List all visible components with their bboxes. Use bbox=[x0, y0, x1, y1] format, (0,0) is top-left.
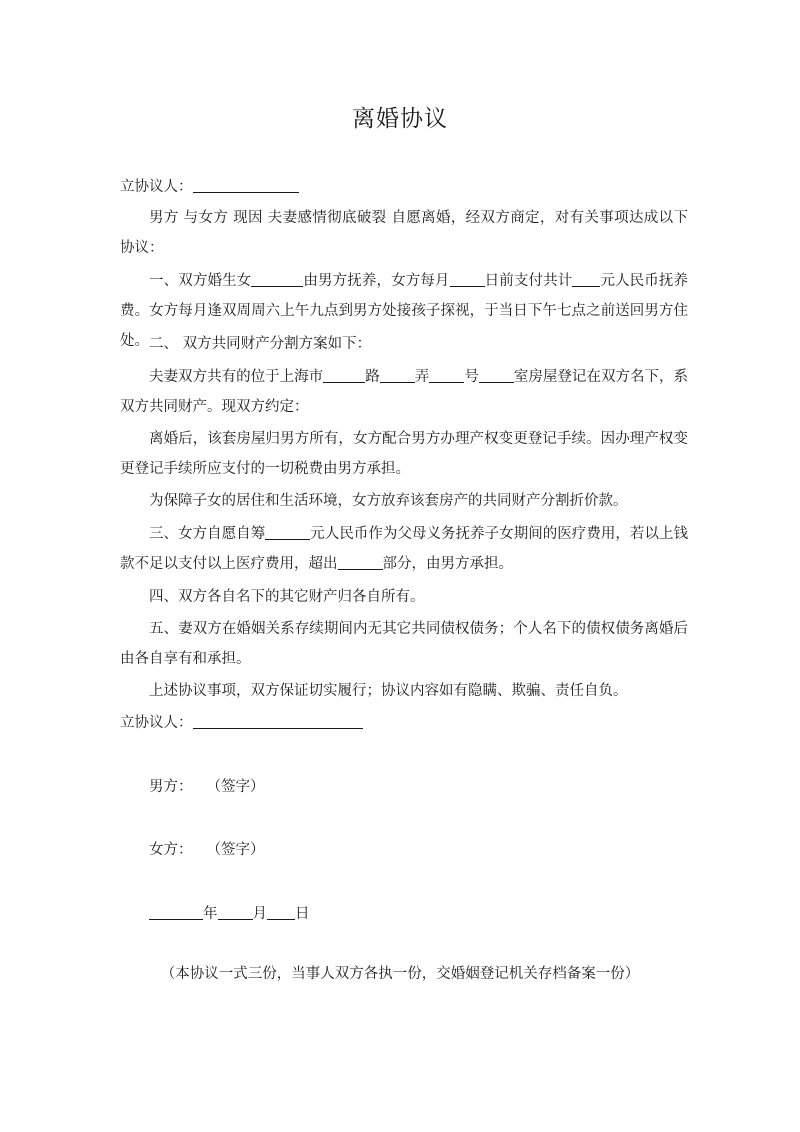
property-text-road: 路 bbox=[365, 369, 380, 385]
intro-paragraph: 男方 与女方 现因 夫妻感情彻底破裂 自愿离婚，经双方商定，对有关事项达成以下协议： bbox=[120, 210, 688, 256]
clause-3-text-c: 部分，由男方承担。 bbox=[382, 556, 513, 572]
clause-1-text-c: 日前支付共计 bbox=[484, 273, 573, 289]
party-blank[interactable] bbox=[193, 178, 299, 194]
clause-1-text-b: 由男方抚养，女方每月 bbox=[303, 273, 450, 289]
document-title: 离婚协议 bbox=[352, 106, 448, 132]
male-signature-line bbox=[149, 775, 265, 796]
daughter-blank[interactable] bbox=[251, 272, 303, 288]
amount-blank[interactable] bbox=[572, 272, 600, 288]
property-text-e: 室房屋登记在双方名下，系双方共同财产。现双方约定： bbox=[120, 369, 689, 415]
property-paragraph-2: 离婚后，该套房屋归男方所有，女方配合男方办理产权变更登记手续。因办理产权变更登记手续所应支付的一切税费由男方承担。 bbox=[120, 431, 688, 477]
medical-fund-blank[interactable] bbox=[265, 525, 310, 541]
female-sign-hint[interactable]: （签字） bbox=[206, 842, 265, 858]
property-text-lane: 弄 bbox=[414, 369, 430, 385]
party-line-2 bbox=[120, 708, 688, 738]
clause-1-text-d: 元人民币抚养费。女方每月逢双周周六上午九点到男方处接孩子探视，于当日下午七点之前送回男方住处。 bbox=[120, 273, 689, 349]
female-label: 女方： bbox=[149, 842, 193, 858]
day-blank[interactable] bbox=[267, 905, 295, 921]
party-blank-2[interactable] bbox=[193, 714, 363, 730]
property-paragraph bbox=[120, 362, 688, 422]
clause-4: 四、双方各自名下的其它财产归各自所有。 bbox=[149, 589, 425, 605]
road-blank[interactable] bbox=[323, 368, 365, 384]
party-label-2: 立协议人： bbox=[120, 715, 193, 731]
year-label: 年 bbox=[203, 906, 218, 922]
month-blank[interactable] bbox=[218, 905, 253, 921]
day-label: 日 bbox=[295, 906, 310, 922]
male-sign-hint[interactable]: （签字） bbox=[206, 779, 265, 795]
property-text-a: 夫妻双方共有的位于上海市 bbox=[149, 369, 324, 385]
property-text-number: 号 bbox=[464, 369, 479, 385]
property-paragraph-3: 为保障子女的居住和生活环境，女方放弃该套房产的共同财产分割折价款。 bbox=[149, 493, 628, 509]
excess-blank[interactable] bbox=[338, 555, 383, 571]
year-blank[interactable] bbox=[149, 905, 203, 921]
number-blank[interactable] bbox=[429, 368, 464, 384]
male-label: 男方： bbox=[149, 779, 193, 795]
party-line bbox=[120, 172, 688, 202]
month-label: 月 bbox=[252, 906, 267, 922]
copies-note: （本协议一式三份，当事人双方各执一份，交婚姻登记机关存档备案一份） bbox=[160, 966, 640, 982]
clause-5: 五、妻双方在婚姻关系存续期间内无其它共同债权债务；个人名下的债权债务离婚后由各自享有和承担。 bbox=[120, 621, 688, 667]
clause-3-text-a: 三、女方自愿自筹 bbox=[149, 526, 266, 542]
date-line bbox=[149, 902, 310, 923]
lane-blank[interactable] bbox=[380, 368, 415, 384]
female-signature-line bbox=[149, 838, 265, 859]
clause-2-heading: 二、 双方共同财产分割方案如下： bbox=[149, 336, 372, 352]
clause-1-text-a: 一、双方婚生女 bbox=[149, 273, 252, 289]
clause-3-text-b: 元人民币作为父母义务抚养子女期间的医疗费用，若以上钱款不足以支付以上医疗费用，超出 bbox=[120, 526, 689, 572]
clause-3 bbox=[120, 519, 688, 579]
closing-paragraph: 上述协议事项，双方保证切实履行；协议内容如有隐瞒、欺骗、责任自负。 bbox=[149, 683, 628, 699]
room-blank[interactable] bbox=[479, 368, 514, 384]
pay-day-blank[interactable] bbox=[450, 272, 485, 288]
party-label: 立协议人： bbox=[120, 179, 193, 195]
